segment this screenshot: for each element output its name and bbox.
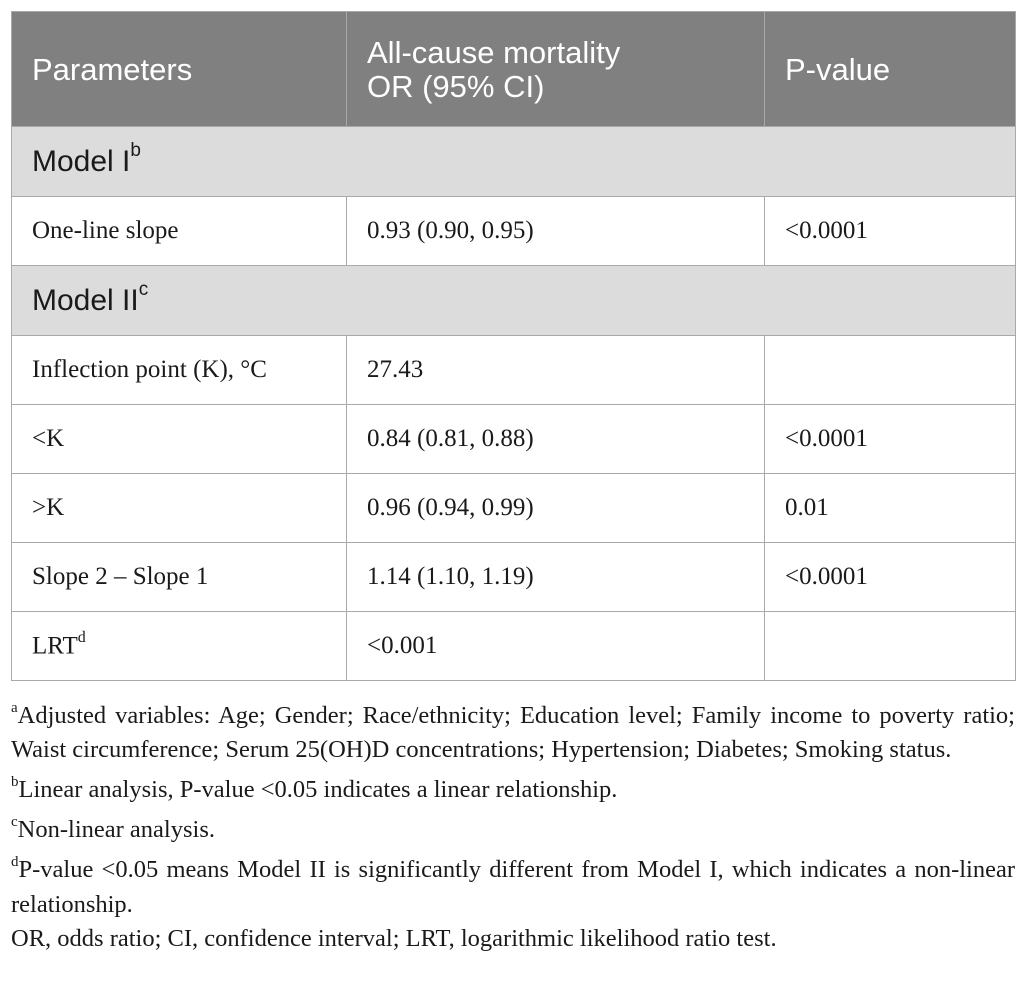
header-row xyxy=(12,12,1016,127)
header-p-value-text: P-value xyxy=(785,52,891,87)
cell-parameter-text: <K xyxy=(32,425,65,452)
footnote-c xyxy=(11,807,1015,847)
footnote-text: P-value <0.05 means Model II is significantly different from Model I, which indicates a non-linear relationship. xyxy=(11,856,1015,918)
cell-or-value: 27.43 xyxy=(347,336,765,405)
cell-parameter-text: Slope 2 – Slope 1 xyxy=(32,563,209,590)
cell-parameter-text: >K xyxy=(32,494,65,521)
cell-or-value: 0.96 (0.94, 0.99) xyxy=(347,474,765,543)
header-parameters xyxy=(12,12,347,127)
footnote-b xyxy=(11,767,1015,807)
footnote-text: Non-linear analysis. xyxy=(17,816,215,844)
footnote-text: Adjusted variables: Age; Gender; Race/ethnicity; Education level; Family income to poverty ratio; Waist circumference; Serum 25(OH)D concentrations; Hypertension; Diabetes; Smoking status. xyxy=(11,702,1015,764)
footnote-marker: b xyxy=(11,774,19,791)
cell-parameter-text: Inflection point (K), °C xyxy=(32,356,267,383)
footnote-marker: a xyxy=(11,700,18,716)
footnote-marker: c xyxy=(138,279,149,300)
table-header xyxy=(12,12,1016,127)
table-body xyxy=(12,127,1016,681)
section-label-model-2 xyxy=(12,266,1016,336)
table-row xyxy=(12,405,1016,474)
cell-p-value: <0.0001 xyxy=(765,543,1016,612)
cell-p-value xyxy=(765,612,1016,681)
header-parameters-text: Parameters xyxy=(32,52,193,87)
header-mortality-line1: All-cause mortality xyxy=(367,35,621,70)
section-title: Model II xyxy=(32,284,139,317)
header-mortality-line2: OR (95% CI) xyxy=(367,69,545,104)
table-row xyxy=(12,474,1016,543)
section-row-model-1 xyxy=(12,127,1016,197)
cell-parameter-text: LRT xyxy=(32,632,78,660)
cell-p-value: <0.0001 xyxy=(765,405,1016,474)
header-p-value xyxy=(765,12,1016,127)
table-row xyxy=(12,543,1016,612)
table-row xyxy=(12,612,1016,681)
footnote-marker: d xyxy=(77,629,86,647)
section-title: Model I xyxy=(32,145,131,178)
cell-parameter xyxy=(12,197,347,266)
section-row-model-2 xyxy=(12,266,1016,336)
footnote-abbreviations xyxy=(11,922,1015,956)
footnote-marker: d xyxy=(11,854,19,871)
footnote-text: OR, odds ratio; CI, confidence interval; LRT, logarithmic likelihood ratio test. xyxy=(11,924,777,952)
cell-or-value: 1.14 (1.10, 1.19) xyxy=(347,543,765,612)
section-label-model-1 xyxy=(12,127,1016,197)
cell-p-value: <0.0001 xyxy=(765,197,1016,266)
footnote-marker: b xyxy=(130,140,141,161)
cell-or-value: 0.93 (0.90, 0.95) xyxy=(347,197,765,266)
cell-parameter xyxy=(12,474,347,543)
table-row xyxy=(12,197,1016,266)
cell-parameter-text: One-line slope xyxy=(32,217,179,244)
cell-parameter xyxy=(12,405,347,474)
table-row xyxy=(12,336,1016,405)
cell-or-value: 0.84 (0.81, 0.88) xyxy=(347,405,765,474)
results-table xyxy=(11,11,1016,681)
header-mortality-or xyxy=(347,12,765,127)
cell-parameter xyxy=(12,612,347,681)
cell-or-value: <0.001 xyxy=(347,612,765,681)
cell-parameter xyxy=(12,336,347,405)
footnote-d xyxy=(11,847,1015,921)
footnote-marker: c xyxy=(11,814,18,831)
cell-parameter xyxy=(12,543,347,612)
cell-p-value: 0.01 xyxy=(765,474,1016,543)
footnote-text: Linear analysis, P-value <0.05 indicates a linear relationship. xyxy=(18,776,618,804)
table-footnotes xyxy=(11,693,1015,956)
footnote-a xyxy=(11,693,1015,767)
cell-p-value xyxy=(765,336,1016,405)
